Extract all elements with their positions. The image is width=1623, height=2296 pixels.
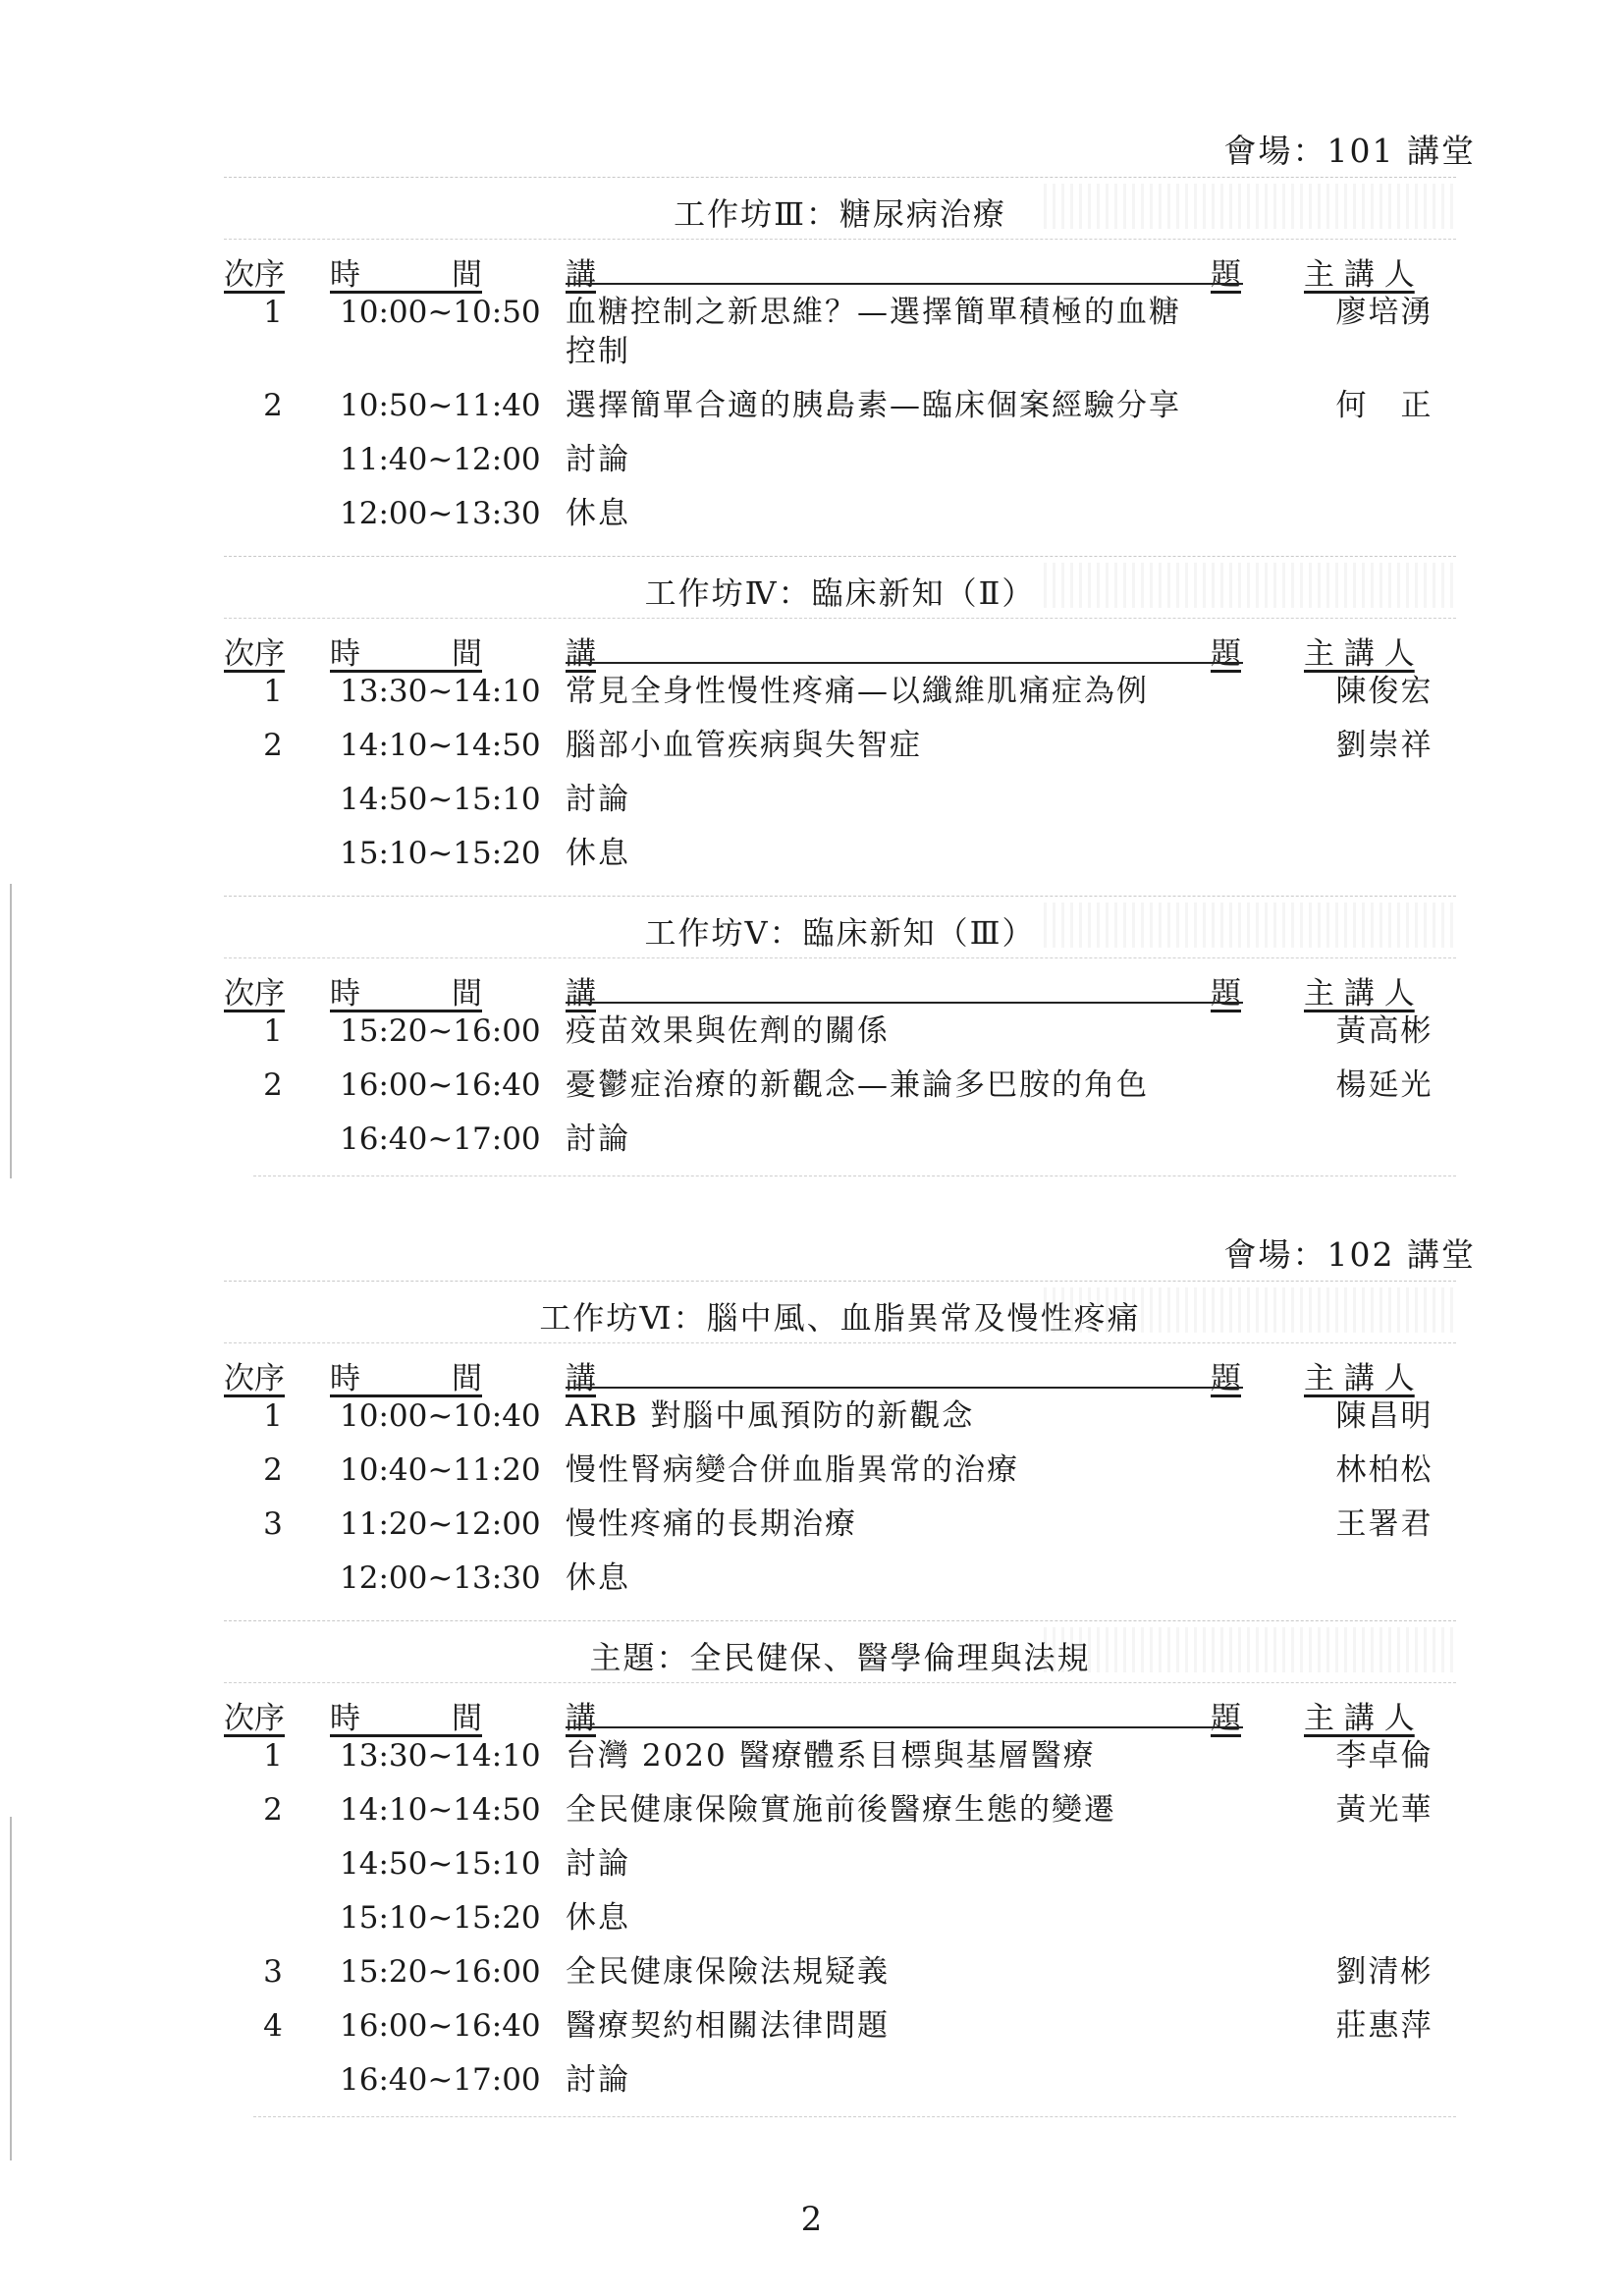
header-topic-end: 題 xyxy=(1211,636,1241,672)
schedule-row xyxy=(224,724,1456,778)
schedule-row xyxy=(224,1449,1456,1503)
session-time: 10:00~10:50 xyxy=(340,295,541,330)
header-topic: 講 xyxy=(566,636,596,672)
session-time: 13:30~14:10 xyxy=(340,1738,541,1774)
header-speaker: 主 講 人 xyxy=(1304,976,1415,1011)
schedule-row xyxy=(224,438,1456,492)
session-time: 14:10~14:50 xyxy=(340,728,541,763)
session-topic-continued: 控制 xyxy=(566,334,630,369)
session-speaker: 莊惠萍 xyxy=(1335,2008,1434,2044)
header-time: 時 間 xyxy=(330,1361,482,1396)
header-seq: 次序 xyxy=(224,1361,285,1396)
schedule-row xyxy=(224,1118,1456,1172)
schedule-row xyxy=(224,1503,1456,1557)
session-topic: 休息 xyxy=(566,496,630,531)
session-time: 10:40~11:20 xyxy=(340,1452,541,1488)
section-title-bar xyxy=(224,1281,1456,1343)
schedule-row xyxy=(224,1010,1456,1064)
schedule-row xyxy=(224,1842,1456,1896)
workshop-section xyxy=(224,177,1456,546)
table-header xyxy=(224,958,1456,1010)
schedule-row xyxy=(224,2004,1456,2058)
session-number: 3 xyxy=(263,1506,283,1542)
header-time: 時 間 xyxy=(330,636,482,672)
header-speaker: 主 講 人 xyxy=(1304,257,1415,293)
table-header xyxy=(224,619,1456,670)
scan-edge-mark xyxy=(10,884,12,1178)
session-time: 14:50~15:10 xyxy=(340,1846,541,1882)
section-title: 工作坊Ⅵ：腦中風、血脂異常及慢性疼痛 xyxy=(539,1299,1141,1337)
schedule-row xyxy=(224,1557,1456,1611)
session-topic: 疫苗效果與佐劑的關係 xyxy=(566,1013,890,1049)
schedule-row xyxy=(224,670,1456,724)
schedule-row xyxy=(224,1788,1456,1842)
header-underline xyxy=(566,1002,1243,1004)
section-title-bar xyxy=(224,177,1456,240)
workshop-section xyxy=(224,556,1456,886)
session-speaker: 楊延光 xyxy=(1335,1067,1434,1103)
section-title-bar xyxy=(224,556,1456,619)
session-speaker: 劉崇祥 xyxy=(1335,728,1434,763)
table-header xyxy=(224,240,1456,291)
session-topic: 討論 xyxy=(566,1121,630,1157)
session-time: 16:40~17:00 xyxy=(340,2062,541,2098)
session-time: 16:40~17:00 xyxy=(340,1121,541,1157)
session-time: 13:30~14:10 xyxy=(340,674,541,709)
schedule-row xyxy=(224,2058,1456,2112)
session-number: 4 xyxy=(263,2008,283,2044)
workshop-section xyxy=(224,1620,1456,2112)
session-topic: 台灣 2020 醫療體系目標與基層醫療 xyxy=(566,1738,1096,1774)
schedule-row xyxy=(224,384,1456,438)
venue-label: 會場：102 講堂 xyxy=(1223,1235,1476,1274)
section-title: 工作坊Ⅲ：糖尿病治療 xyxy=(674,195,1006,233)
session-time: 11:20~12:00 xyxy=(340,1506,541,1542)
header-time: 時 間 xyxy=(330,976,482,1011)
schedule-row xyxy=(224,1734,1456,1788)
header-speaker: 主 講 人 xyxy=(1304,1361,1415,1396)
section-title: 主題：全民健保、醫學倫理與法規 xyxy=(589,1639,1091,1676)
header-underline xyxy=(566,283,1243,285)
session-topic: 慢性疼痛的長期治療 xyxy=(566,1506,857,1542)
session-number: 2 xyxy=(263,1792,283,1828)
header-seq: 次序 xyxy=(224,976,285,1011)
session-topic: 全民健康保險實施前後醫療生態的變遷 xyxy=(566,1792,1116,1828)
header-topic: 講 xyxy=(566,976,596,1011)
header-seq: 次序 xyxy=(224,257,285,293)
section-title-bar xyxy=(224,1620,1456,1683)
header-topic-end: 題 xyxy=(1211,976,1241,1011)
header-topic: 講 xyxy=(566,257,596,293)
session-time: 10:50~11:40 xyxy=(340,388,541,423)
session-time: 15:20~16:00 xyxy=(340,1954,541,1990)
session-topic: 休息 xyxy=(566,836,630,871)
session-time: 14:50~15:10 xyxy=(340,782,541,817)
session-topic: 血糖控制之新思維？—選擇簡單積極的血糖 xyxy=(566,295,1181,330)
session-topic: 全民健康保險法規疑義 xyxy=(566,1954,890,1990)
session-topic: 休息 xyxy=(566,1560,630,1596)
table-header xyxy=(224,1343,1456,1394)
header-topic-end: 題 xyxy=(1211,257,1241,293)
header-underline xyxy=(566,1387,1243,1389)
section-title: 工作坊Ⅴ：臨床新知（Ⅲ） xyxy=(644,914,1036,952)
header-underline xyxy=(566,1726,1243,1728)
header-time: 時 間 xyxy=(330,1701,482,1736)
session-time: 12:00~13:30 xyxy=(340,496,541,531)
session-time: 11:40~12:00 xyxy=(340,442,541,477)
section-title-bar xyxy=(224,896,1456,958)
header-time: 時 間 xyxy=(330,257,482,293)
session-number: 2 xyxy=(263,1452,283,1488)
session-number: 1 xyxy=(263,295,283,330)
header-seq: 次序 xyxy=(224,1701,285,1736)
session-speaker: 何 正 xyxy=(1335,388,1434,423)
session-number: 3 xyxy=(263,1954,283,1990)
session-speaker: 陳俊宏 xyxy=(1335,674,1434,709)
session-topic: 討論 xyxy=(566,782,630,817)
session-number: 2 xyxy=(263,388,283,423)
schedule-row xyxy=(224,1950,1456,2004)
session-time: 14:10~14:50 xyxy=(340,1792,541,1828)
session-number: 1 xyxy=(263,674,283,709)
session-time: 10:00~10:40 xyxy=(340,1398,541,1434)
session-speaker: 劉清彬 xyxy=(1335,1954,1434,1990)
header-speaker: 主 講 人 xyxy=(1304,636,1415,672)
session-topic: 討論 xyxy=(566,442,630,477)
session-speaker: 陳昌明 xyxy=(1335,1398,1434,1434)
session-time: 16:00~16:40 xyxy=(340,1067,541,1103)
session-topic: 常見全身性慢性疼痛—以纖維肌痛症為例 xyxy=(566,674,1149,709)
header-topic: 講 xyxy=(566,1701,596,1736)
header-speaker: 主 講 人 xyxy=(1304,1701,1415,1736)
header-topic-end: 題 xyxy=(1211,1361,1241,1396)
table-header xyxy=(224,1683,1456,1734)
section-title: 工作坊Ⅳ：臨床新知（Ⅱ） xyxy=(644,574,1036,612)
session-topic: 選擇簡單合適的胰島素—臨床個案經驗分享 xyxy=(566,388,1181,423)
session-number: 1 xyxy=(263,1398,283,1434)
schedule-row xyxy=(224,291,1456,384)
session-number: 2 xyxy=(263,728,283,763)
session-speaker: 黃高彬 xyxy=(1335,1013,1434,1049)
session-time: 12:00~13:30 xyxy=(340,1560,541,1596)
header-topic-end: 題 xyxy=(1211,1701,1241,1736)
session-topic: 憂鬱症治療的新觀念—兼論多巴胺的角色 xyxy=(566,1067,1149,1103)
session-topic: 討論 xyxy=(566,1846,630,1882)
session-speaker: 黃光華 xyxy=(1335,1792,1434,1828)
session-number: 1 xyxy=(263,1013,283,1049)
scan-edge-mark xyxy=(10,1817,12,2160)
header-seq: 次序 xyxy=(224,636,285,672)
header-topic: 講 xyxy=(566,1361,596,1396)
session-topic: 休息 xyxy=(566,1900,630,1936)
header-underline xyxy=(566,662,1243,664)
workshop-section xyxy=(224,896,1456,1172)
page-number: 2 xyxy=(800,2200,823,2239)
section-end-divider xyxy=(253,2116,1456,2117)
session-topic: 醫療契約相關法律問題 xyxy=(566,2008,890,2044)
session-speaker: 林柏松 xyxy=(1335,1452,1434,1488)
schedule-row xyxy=(224,492,1456,546)
session-speaker: 王署君 xyxy=(1335,1506,1434,1542)
session-topic: 慢性腎病變合併血脂異常的治療 xyxy=(566,1452,1019,1488)
session-topic: 討論 xyxy=(566,2062,630,2098)
session-topic: ARB 對腦中風預防的新觀念 xyxy=(566,1398,975,1434)
session-number: 2 xyxy=(263,1067,283,1103)
session-speaker: 廖培湧 xyxy=(1335,295,1434,330)
schedule-row xyxy=(224,1064,1456,1118)
session-time: 15:10~15:20 xyxy=(340,1900,541,1936)
venue-label: 會場：101 講堂 xyxy=(1223,132,1476,170)
session-time: 15:20~16:00 xyxy=(340,1013,541,1049)
schedule-row xyxy=(224,1896,1456,1950)
schedule-row xyxy=(224,832,1456,886)
section-end-divider xyxy=(253,1175,1456,1176)
schedule-row xyxy=(224,1394,1456,1449)
session-topic: 腦部小血管疾病與失智症 xyxy=(566,728,922,763)
session-time: 15:10~15:20 xyxy=(340,836,541,871)
schedule-row xyxy=(224,778,1456,832)
session-number: 1 xyxy=(263,1738,283,1774)
session-speaker: 李卓倫 xyxy=(1335,1738,1434,1774)
session-time: 16:00~16:40 xyxy=(340,2008,541,2044)
workshop-section xyxy=(224,1281,1456,1611)
